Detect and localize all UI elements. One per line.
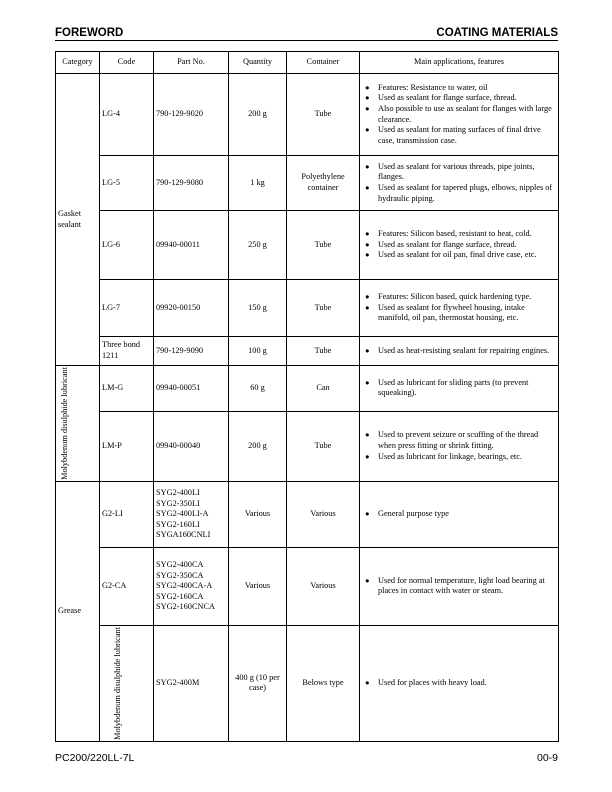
coating-materials-table bbox=[55, 51, 559, 742]
part-no-line: SYG2-160CA bbox=[156, 591, 204, 601]
features-cell bbox=[360, 211, 559, 280]
part-no-cell: 790-129-9080 bbox=[154, 156, 229, 211]
feature-item: ● Also possible to use as sealant for flanges with large clearance. bbox=[362, 104, 556, 125]
part-no-line: SYG2-400LI-A bbox=[156, 509, 209, 519]
feature-item: ● Features: Silicon based, resistant to heat, cold. bbox=[362, 229, 556, 240]
category-grease: Grease bbox=[56, 481, 100, 741]
feature-item: ● Used as heat-resisting sealant for repairing engines. bbox=[362, 346, 556, 357]
features-cell bbox=[360, 481, 559, 547]
container-cell: Can bbox=[287, 366, 360, 412]
feature-item: ● Features: Resistance to water, oil bbox=[362, 83, 556, 94]
code-cell: LG-5 bbox=[100, 156, 154, 211]
code-cell: G2-LI bbox=[100, 481, 154, 547]
feature-item: ● Used as lubricant for linkage, bearings, etc. bbox=[362, 452, 556, 463]
features-cell bbox=[360, 547, 559, 625]
feature-item: ● Used to prevent seizure or scuffing of the thread when press fitting or shrink fitting. bbox=[362, 430, 556, 451]
category-grease-molybdenum: Molybdenum disulphide lubricant bbox=[112, 626, 122, 740]
code-cell: LM-P bbox=[100, 411, 154, 481]
part-no-line: SYG2-400CA-A bbox=[156, 581, 213, 591]
quantity-cell: 1 kg bbox=[229, 156, 287, 211]
container-cell: Tube bbox=[287, 211, 360, 280]
quantity-cell: 400 g (10 per case) bbox=[229, 625, 287, 741]
page-number: 00-9 bbox=[536, 752, 558, 764]
quantity-cell: 200 g bbox=[229, 411, 287, 481]
table-row bbox=[56, 625, 559, 741]
page-header bbox=[55, 27, 558, 41]
part-no-cell: SYG2-400M bbox=[154, 625, 229, 741]
feature-item: ● Used as sealant for various threads, pipe joints, flanges. bbox=[362, 162, 556, 183]
part-no-line: SYGA160CNLI bbox=[156, 530, 211, 540]
table-row bbox=[56, 481, 559, 547]
feature-item: ● Used as sealant for mating surfaces of final drive case, transmission case. bbox=[362, 125, 556, 146]
code-cell: Three bond 1211 bbox=[100, 337, 154, 366]
code-cell: LM-G bbox=[100, 366, 154, 412]
part-no-line: SYG2-160LI bbox=[156, 519, 200, 529]
feature-item: ● Used as sealant for flange surface, thread. bbox=[362, 93, 556, 104]
feature-item: ● General purpose type bbox=[362, 509, 556, 520]
features-cell bbox=[360, 156, 559, 211]
table-row bbox=[56, 280, 559, 337]
col-header-quantity: Quantity bbox=[229, 52, 287, 74]
model-number: PC200/220LL-7L bbox=[55, 752, 135, 764]
table-row bbox=[56, 411, 559, 481]
container-cell: Various bbox=[287, 481, 360, 547]
category-molybdenum-lubricant: Molybdenum disulphide lubricant bbox=[59, 367, 69, 480]
features-cell bbox=[360, 366, 559, 412]
part-no-line: SYG2-400LI bbox=[156, 487, 200, 497]
col-header-category: Category bbox=[56, 52, 100, 74]
feature-item: ● Used as lubricant for sliding parts (to prevent squeaking). bbox=[362, 378, 556, 399]
container-cell: Tube bbox=[287, 337, 360, 366]
col-header-applications: Main applications, features bbox=[360, 52, 559, 74]
category-gasket-sealant: Gasket sealant bbox=[56, 74, 100, 366]
code-cell: G2-CA bbox=[100, 547, 154, 625]
part-no-cell: 790-129-9090 bbox=[154, 337, 229, 366]
chapter-title: COATING MATERIALS bbox=[436, 27, 558, 39]
feature-item: ● Used as sealant for tapered plugs, elbows, nipples of hydraulic piping. bbox=[362, 183, 556, 204]
quantity-cell: 60 g bbox=[229, 366, 287, 412]
part-no-cell: 09920-00150 bbox=[154, 280, 229, 337]
container-cell: Tube bbox=[287, 411, 360, 481]
feature-item: ● Features: Silicon based, quick hardening type. bbox=[362, 292, 556, 303]
col-header-container: Container bbox=[287, 52, 360, 74]
part-no-cell: 09940-00011 bbox=[154, 211, 229, 280]
part-no-cell: 790-129-9020 bbox=[154, 74, 229, 156]
feature-item: ● Used as sealant for flywheel housing, intake manifold, oil pan, thermostat housing, etc. bbox=[362, 303, 556, 324]
table-header-row bbox=[56, 52, 559, 74]
quantity-cell: 200 g bbox=[229, 74, 287, 156]
feature-item: ● Used as sealant for flange surface, thread. bbox=[362, 240, 556, 251]
section-title: FOREWORD bbox=[55, 27, 124, 39]
feature-item: ● Used for places with heavy load. bbox=[362, 678, 556, 689]
part-no-cell bbox=[154, 547, 229, 625]
code-cell: LG-7 bbox=[100, 280, 154, 337]
table-row bbox=[56, 547, 559, 625]
part-no-cell: 09940-00051 bbox=[154, 366, 229, 412]
part-no-cell: 09940-00040 bbox=[154, 411, 229, 481]
part-no-line: SYG2-400CA bbox=[156, 559, 204, 569]
container-cell: Polyethylene container bbox=[287, 156, 360, 211]
features-cell bbox=[360, 337, 559, 366]
container-cell: Tube bbox=[287, 280, 360, 337]
col-header-code: Code bbox=[100, 52, 154, 74]
table-row bbox=[56, 337, 559, 366]
header-rule bbox=[55, 40, 558, 41]
features-cell bbox=[360, 411, 559, 481]
quantity-cell: Various bbox=[229, 547, 287, 625]
feature-item: ● Used as sealant for oil pan, final drive case, etc. bbox=[362, 250, 556, 261]
container-cell: Belows type bbox=[287, 625, 360, 741]
features-cell bbox=[360, 74, 559, 156]
part-no-line: SYG2-160CNCA bbox=[156, 602, 216, 612]
quantity-cell: Various bbox=[229, 481, 287, 547]
features-cell bbox=[360, 625, 559, 741]
col-header-part-no: Part No. bbox=[154, 52, 229, 74]
table-row bbox=[56, 74, 559, 156]
quantity-cell: 250 g bbox=[229, 211, 287, 280]
part-no-line: SYG2-350LI bbox=[156, 498, 200, 508]
part-no-line: SYG2-350CA bbox=[156, 570, 204, 580]
feature-item: ● Used for normal temperature, light load bearing at places in contact with water or steam. bbox=[362, 576, 556, 597]
grease-subcategory-cell bbox=[100, 625, 154, 741]
code-cell: LG-6 bbox=[100, 211, 154, 280]
container-cell: Tube bbox=[287, 74, 360, 156]
table-row bbox=[56, 366, 559, 412]
table-row bbox=[56, 211, 559, 280]
part-no-cell bbox=[154, 481, 229, 547]
features-cell bbox=[360, 280, 559, 337]
quantity-cell: 150 g bbox=[229, 280, 287, 337]
quantity-cell: 100 g bbox=[229, 337, 287, 366]
category-molybdenum-cell bbox=[56, 366, 100, 482]
container-cell: Various bbox=[287, 547, 360, 625]
table-row bbox=[56, 156, 559, 211]
code-cell: LG-4 bbox=[100, 74, 154, 156]
